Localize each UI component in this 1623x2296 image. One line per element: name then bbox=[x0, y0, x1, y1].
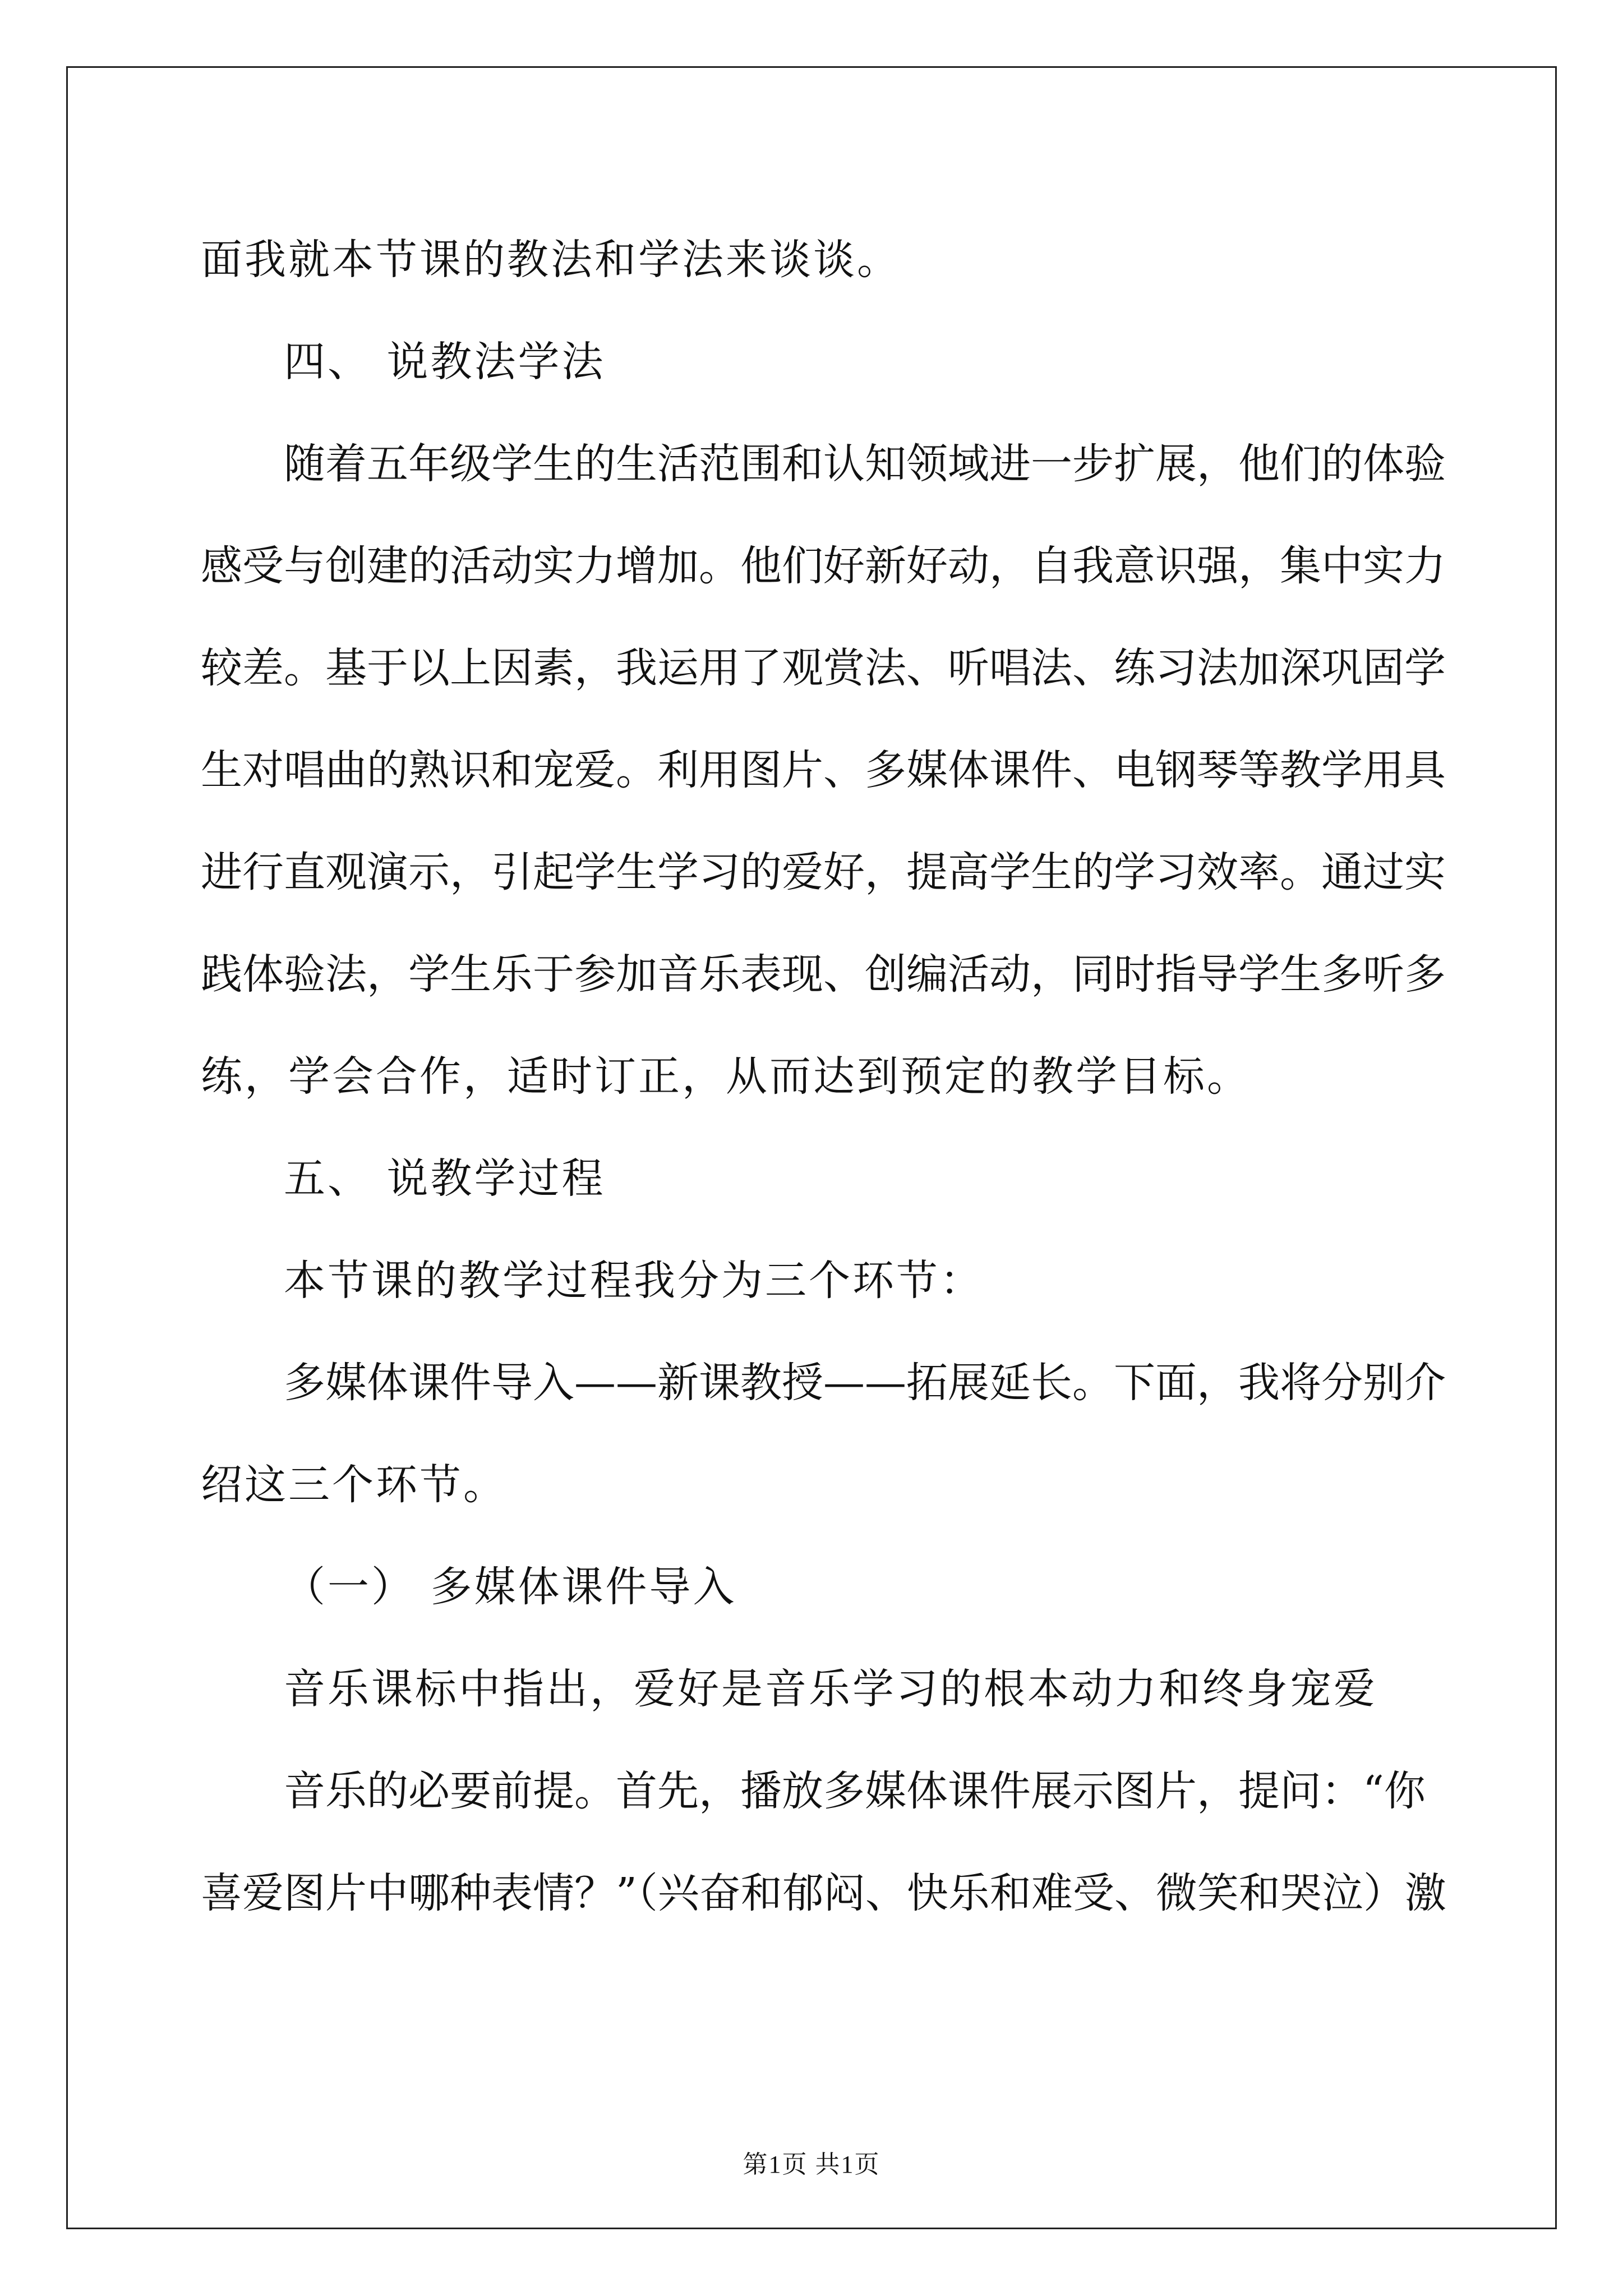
text-line-15: 音乐课标中指出，爱好是音乐学习的根本动力和终身宠爱 bbox=[284, 1665, 1377, 1713]
subsection-heading-1: （一） 多媒体课件导入 bbox=[284, 1563, 737, 1611]
section-heading-5: 五、 说教学过程 bbox=[284, 1154, 606, 1203]
text-line-12: 多媒体课件导入——新课教授——拓展延长。下面，我将分别介 bbox=[284, 1359, 1446, 1407]
document-body bbox=[201, 209, 1446, 1944]
text-line-17: 喜爱图片中哪种表情？”（兴奋和郁闷、快乐和难受、微笑和哭泣）激 bbox=[201, 1869, 1446, 1917]
text-line-4: 感受与创建的活动实力增加。他们好新好动，自我意识强，集中实力 bbox=[201, 542, 1446, 590]
text-line-7: 进行直观演示，引起学生学习的爱好，提高学生的学习效率。通过实 bbox=[201, 848, 1446, 896]
text-line-3: 随着五年级学生的生活范围和认知领域进一步扩展，他们的体验 bbox=[284, 440, 1446, 488]
text-line-9: 练，学会合作，适时订正，从而达到预定的教学目标。 bbox=[201, 1052, 1251, 1101]
text-line-6: 生对唱曲的熟识和宠爱。利用图片、多媒体课件、电钢琴等教学用具 bbox=[201, 746, 1446, 794]
text-line-13: 绍这三个环节。 bbox=[201, 1461, 507, 1509]
section-heading-4: 四、 说教法学法 bbox=[284, 338, 606, 386]
text-line-1: 面我就本节课的教法和学法来谈谈。 bbox=[201, 236, 901, 284]
text-line-8: 践体验法，学生乐于参加音乐表现、创编活动，同时指导学生多听多 bbox=[201, 950, 1446, 999]
text-line-5: 较差。基于以上因素，我运用了观赏法、听唱法、练习法加深巩固学 bbox=[201, 644, 1446, 692]
page-footer: 第1页 共1页 bbox=[743, 2151, 880, 2178]
text-line-11: 本节课的教学过程我分为三个环节： bbox=[284, 1257, 984, 1305]
text-line-16: 音乐的必要前提。首先，播放多媒体课件展示图片，提问：“你 bbox=[284, 1767, 1426, 1815]
